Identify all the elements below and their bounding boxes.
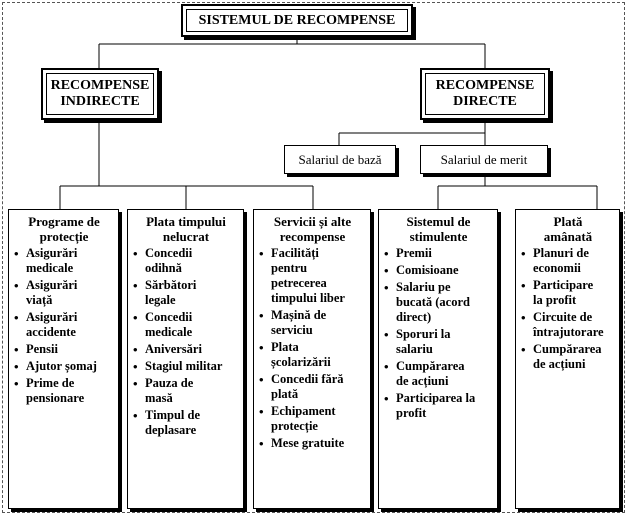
list-item [258, 340, 367, 370]
list-item-line: serviciu [271, 323, 313, 337]
list-item-line: la profit [533, 293, 577, 307]
list-item-line: profit [396, 406, 427, 420]
list-item-line: bucată (acord [396, 295, 470, 309]
list-item-line: pentru [271, 261, 308, 275]
list-item-line: • Participare [533, 278, 594, 292]
indirect-rewards-label [46, 73, 154, 115]
indirect-rewards-box [41, 68, 159, 120]
list-item-line: medicale [145, 325, 193, 339]
indirect-label-line1: RECOMPENSE [50, 78, 150, 93]
column-title-line: protecție [39, 229, 89, 244]
list-item-line: • Plata [271, 340, 299, 354]
list-item [520, 310, 616, 340]
column-title-line: Plată [553, 214, 583, 229]
list-item [13, 342, 115, 357]
incentive-system-title [383, 214, 494, 244]
unworked-time-pay-list [132, 246, 240, 438]
list-item-line: • Sporuri la [396, 327, 451, 341]
list-item-line: • Pauza de [145, 376, 194, 390]
list-item [132, 246, 240, 276]
list-item-line: salariu [396, 342, 433, 356]
list-item [13, 310, 115, 340]
column-title-line: Sistemul de [406, 214, 471, 229]
column-title-line: amânată [543, 229, 593, 244]
list-item-line: medicale [26, 261, 74, 275]
list-item-line: accidente [26, 325, 76, 339]
deferred-pay-list [520, 246, 616, 372]
list-item-line: deplasare [145, 423, 197, 437]
list-item [132, 342, 240, 357]
list-item-line: • Asigurări [26, 246, 78, 260]
direct-rewards-label [425, 73, 545, 115]
list-item-line: • Aniversări [145, 342, 202, 356]
list-item-line: • Prime de [26, 376, 75, 390]
list-item [13, 359, 115, 374]
list-item-line: • Comisioane [396, 263, 459, 277]
list-item-line: • Ajutor șomaj [26, 359, 97, 373]
list-item [258, 372, 367, 402]
direct-rewards-box [420, 68, 550, 120]
list-item-line: viață [26, 293, 53, 307]
list-item [383, 391, 494, 421]
list-item [520, 342, 616, 372]
list-item [258, 436, 367, 451]
list-item-line: de acțiuni [396, 374, 449, 388]
services-other-list [258, 246, 367, 451]
list-item-line: • Salariu pe [396, 280, 451, 294]
list-item-line: protecție [271, 419, 318, 433]
unworked-time-pay-box [127, 209, 244, 509]
incentive-system-list [383, 246, 494, 421]
merit-salary-label: Salariul de merit [440, 151, 528, 167]
list-item [258, 308, 367, 338]
list-item-line: • Asigurări [26, 278, 78, 292]
protection-programs-box [8, 209, 119, 509]
column-title-line: Servicii și alte [273, 214, 352, 229]
list-item-line: • Mașină de [271, 308, 327, 322]
list-item [258, 404, 367, 434]
column-title-line: stimulente [409, 229, 468, 244]
list-item-line: • Facilități [271, 246, 319, 260]
list-item-line: • Asigurări [26, 310, 78, 324]
unworked-time-pay-title [132, 214, 240, 244]
list-item-line: • Concedii [145, 246, 193, 260]
list-item-line: • Premii [396, 246, 432, 260]
list-item [520, 246, 616, 276]
list-item-line: • Participarea la [396, 391, 476, 405]
list-item-line: economii [533, 261, 581, 275]
list-item-line: odihnă [145, 261, 182, 275]
list-item-line: direct) [396, 310, 432, 324]
list-item [132, 376, 240, 406]
list-item [13, 246, 115, 276]
list-item [132, 359, 240, 374]
column-title-line: Plata timpului [146, 214, 226, 229]
list-item-line: legale [145, 293, 176, 307]
list-item-line: întrajutorare [533, 325, 604, 339]
list-item-line: plată [271, 387, 299, 401]
root-box [181, 4, 413, 37]
list-item [383, 263, 494, 278]
list-item-line: • Concedii [145, 310, 193, 324]
list-item [383, 246, 494, 261]
column-title-line: Programe de [28, 214, 100, 229]
direct-label-line2: DIRECTE [453, 94, 517, 109]
list-item-line: • Mese gratuite [271, 436, 345, 450]
deferred-pay-title [520, 214, 616, 244]
base-salary-box [284, 145, 396, 174]
protection-programs-list [13, 246, 115, 406]
column-title-line: nelucrat [162, 229, 210, 244]
protection-programs-title [13, 214, 115, 244]
list-item-line: • Timpul de [145, 408, 200, 422]
list-item-line: • Cumpărarea [396, 359, 465, 373]
list-item [383, 280, 494, 325]
indirect-label-line2: INDIRECTE [60, 94, 140, 109]
list-item [132, 408, 240, 438]
incentive-system-box [378, 209, 498, 509]
list-item-line: • Pensii [26, 342, 58, 356]
root-label: SISTEMUL DE RECOMPENSE [186, 9, 408, 32]
list-item [520, 278, 616, 308]
list-item-line: masă [145, 391, 173, 405]
list-item-line: pensionare [26, 391, 85, 405]
list-item [132, 310, 240, 340]
list-item-line: petrecerea [271, 276, 327, 290]
deferred-pay-box [515, 209, 620, 509]
list-item [13, 376, 115, 406]
list-item-line: • Sărbători [145, 278, 197, 292]
list-item-line: timpului liber [271, 291, 345, 305]
list-item-line: • Circuite de [533, 310, 593, 324]
list-item [132, 278, 240, 308]
list-item-line: de acțiuni [533, 357, 586, 371]
list-item [13, 278, 115, 308]
list-item [383, 327, 494, 357]
list-item [383, 359, 494, 389]
list-item-line: • Concedii fără [271, 372, 344, 386]
list-item-line: • Stagiul militar [145, 359, 223, 373]
column-title-line: recompense [279, 229, 346, 244]
merit-salary-box [420, 145, 548, 174]
list-item-line: școlarizării [271, 355, 331, 369]
list-item-line: • Cumpărarea [533, 342, 602, 356]
direct-label-line1: RECOMPENSE [435, 78, 535, 93]
list-item-line: • Planuri de [533, 246, 589, 260]
services-other-box [253, 209, 371, 509]
list-item-line: • Echipament [271, 404, 336, 418]
base-salary-label: Salariul de bază [298, 151, 382, 167]
services-other-title [258, 214, 367, 244]
list-item [258, 246, 367, 306]
